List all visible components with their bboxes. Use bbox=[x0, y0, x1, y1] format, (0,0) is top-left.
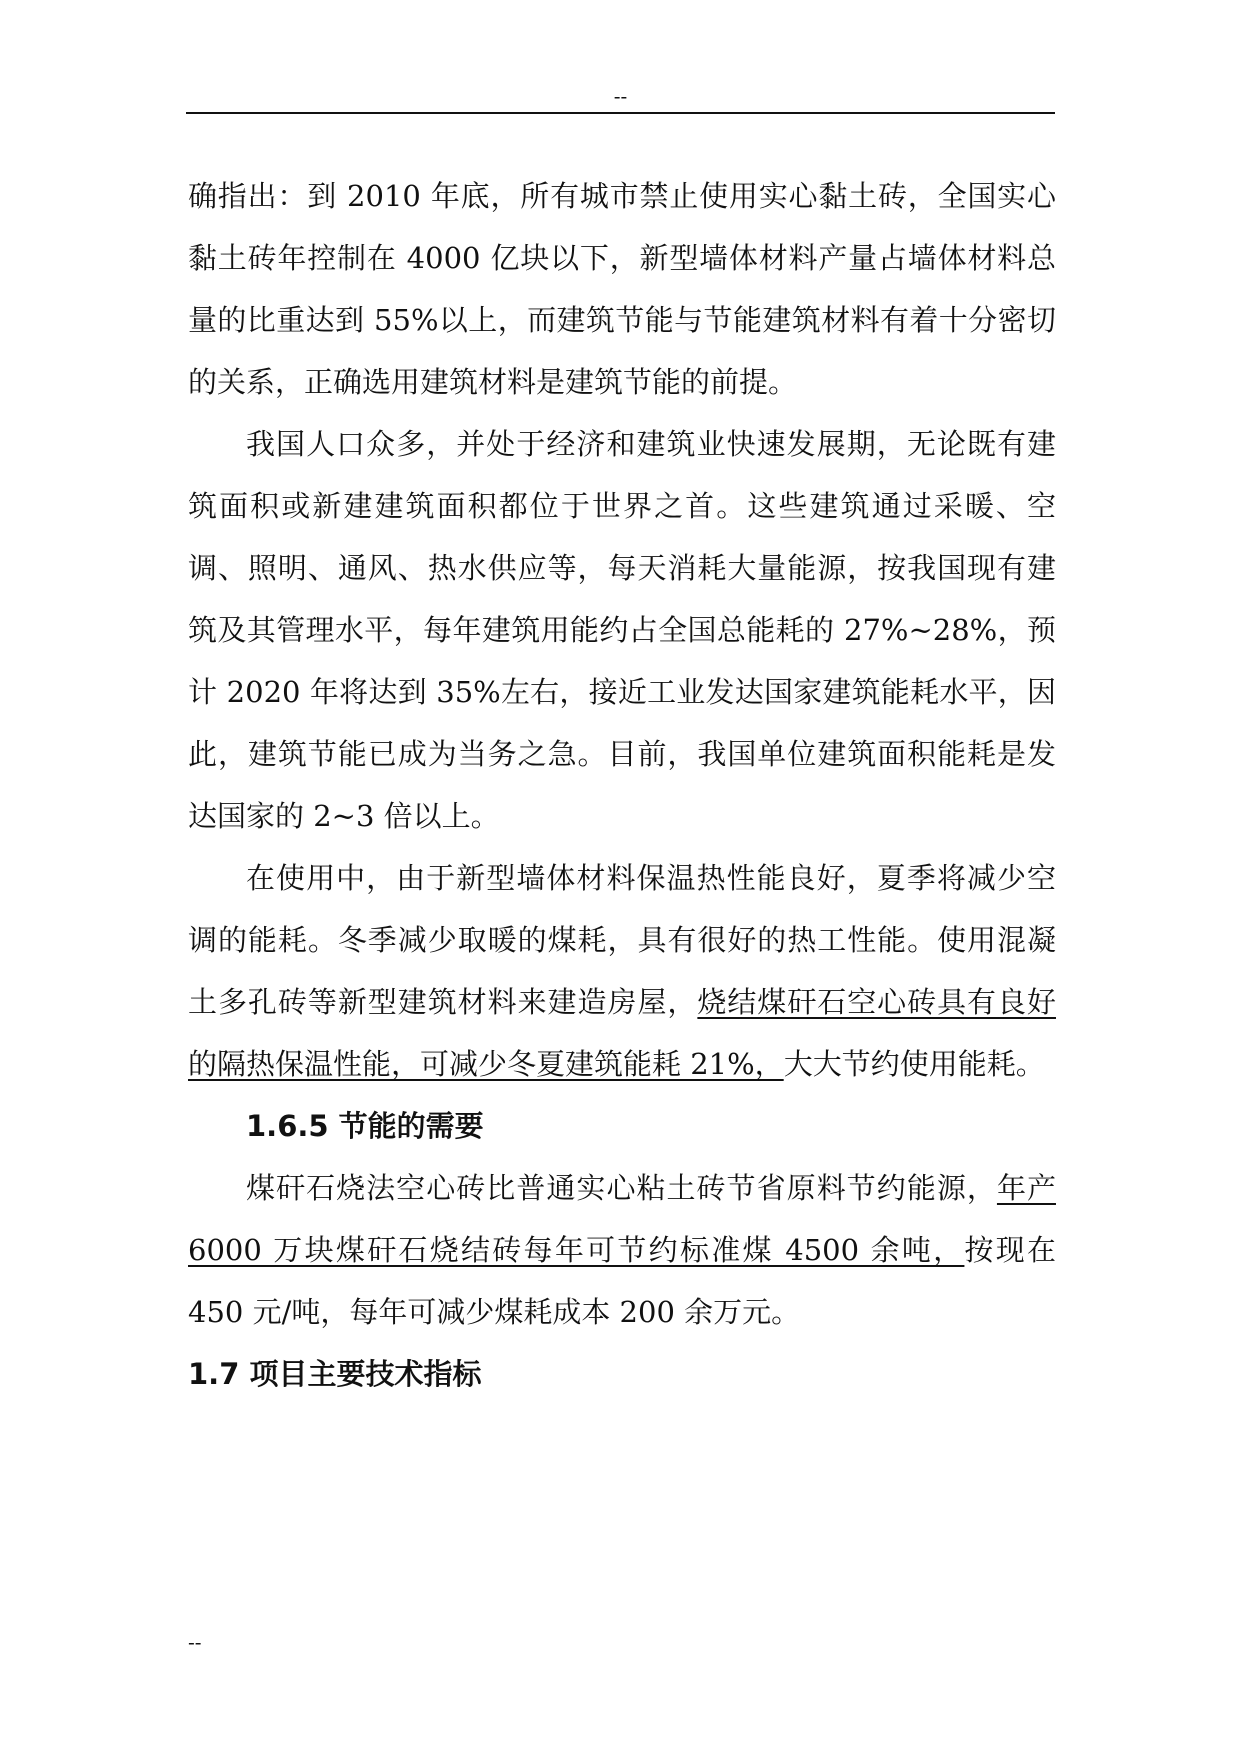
underlined-text: 烧结煤矸石空心砖具有良好的隔热保温性能，可减少冬夏建筑能耗 21%， bbox=[188, 985, 1056, 1081]
paragraph-energy-saving bbox=[188, 1157, 1056, 1343]
paragraph-text: 煤矸石烧法空心砖比普通实心粘土砖节省原料节约能源， bbox=[246, 1171, 997, 1205]
paragraph-text: 大大节约使用能耗。 bbox=[783, 1047, 1045, 1081]
header-rule bbox=[186, 112, 1055, 114]
paragraph-text: 按现在 450 元/吨，每年可减少煤耗成本 200 余万元。 bbox=[188, 1233, 1056, 1329]
page-footer-mark: -- bbox=[188, 1630, 202, 1654]
paragraph-new-wall-materials bbox=[188, 847, 1056, 1095]
page-body bbox=[188, 165, 1056, 1405]
section-heading-1-6-5: 1.6.5 节能的需要 bbox=[246, 1109, 484, 1143]
underlined-text: 年产 6000 万块煤矸石烧结砖每年可节约标准煤 4500 余吨， bbox=[188, 1171, 1056, 1267]
paragraph-text: 在使用中，由于新型墙体材料保温热性能良好，夏季将减少空调的能耗。冬季减少取暖的煤耗，具有很好的热工性能。使用混凝土多孔砖等新型建筑材料来建造房屋， bbox=[188, 861, 1056, 1019]
page-header-mark: -- bbox=[613, 84, 628, 108]
paragraph-policy: 确指出：到 2010 年底，所有城市禁止使用实心黏土砖，全国实心黏土砖年控制在 4000 亿块以下，新型墙体材料产量占墙体材料总量的比重达到 55%以上，而建筑节能与节能建筑材料有着十分密切的关系，正确选用建筑材料是建筑节能的前提。 bbox=[188, 179, 1056, 399]
paragraph-energy-consumption: 我国人口众多，并处于经济和建筑业快速发展期，无论既有建筑面积或新建建筑面积都位于世界之首。这些建筑通过采暖、空调、照明、通风、热水供应等，每天消耗大量能源，按我国现有建筑及其管理水平，每年建筑用能约占全国总能耗的 27%~28%，预计 2020 年将达到 35%左右，接近工业发达国家建筑能耗水平，因此，建筑节能已成为当务之急。目前，我国单位建筑面积能耗是发达国家的 2~3 倍以上。 bbox=[188, 427, 1056, 833]
section-heading-1-7: 1.7 项目主要技术指标 bbox=[188, 1357, 482, 1391]
